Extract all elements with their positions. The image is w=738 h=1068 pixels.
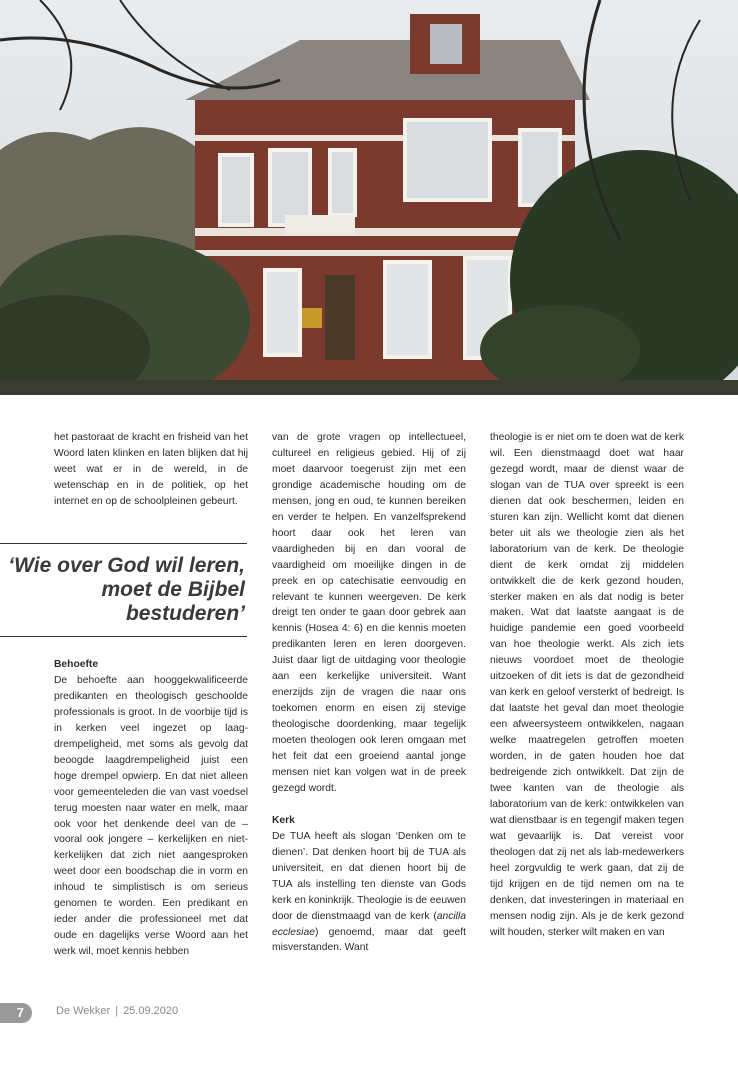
section-heading: Kerk xyxy=(272,814,295,826)
paragraph xyxy=(272,829,466,957)
paragraph: het pastoraat de kracht en frisheid van het Woord laten klinken en laten blijken dat hij weet wat er in de wereld, in de wetenschap en in de politiek, op het internet en op de schoolpleinen gebeurt. xyxy=(54,432,248,507)
page-number: 7 xyxy=(0,1003,32,1023)
publication-name: De Wekker xyxy=(56,1005,111,1017)
paragraph-text: De TUA heeft als slogan ‘Denken om te dienen’. Dat denken hoort bij de TUA als universiteit, en dat dienen hoort bij de TUA als instelling ten dienste van Gods kerk en koninkrijk. Theologie is de eeuwen door de dienstmaagd van de kerk ( xyxy=(272,830,466,922)
paragraph-text: ) genoemd, maar dat geeft misverstanden. Want xyxy=(272,926,466,954)
paragraph: van de grote vragen op intellectueel, cultureel en religieus gebied. Hij of zij moet daarvoor toegerust zijn met een grondige academische houding om de mensen, jong en oud, te kunnen bereiken en verder te helpen. En vanzelfsprekend hoort daar ook het leren van vaardigheden bij en dan vooral de vaardigheid om moeilijke dingen in de preek en op catechisatie eenvoudig en relevant te kunnen weergeven. De kerk dreigt ten onder te gaan door gebrek aan kennis (Hosea 4: 6) en die kennis moeten predikanten leren en leren doorgeven. Juist daar ligt de uitdaging voor theologie aan een kerkelijke universiteit. Want enerzijds zijn de vragen die naar ons toekomen enorm en eisen zij stevige theologische doordenking, maar tegelijk moeten theologen ook leren omgaan met het feit dat een groeiend aantal jonge mensen niet kan volgen wat in de preek gezegd wordt. xyxy=(272,432,466,794)
publication-date: 25.09.2020 xyxy=(123,1005,179,1017)
column-3 xyxy=(490,430,684,941)
paragraph: De behoefte aan hooggekwalificeerde predikanten en theologisch geschoolde professionals is groot. In de voorbije tijd is in kerken veel ingezet op laag-drempeligheid, met soms als gevolg dat beoogde laagdrempeligheid juist een hoge drempel opwierp. En dat niet alleen voor gemeenteleden die van vast voedsel terug moesten naar water en melk, maar ook voor het denkende deel van de – vooral ook jongere – kerkelijken en niet-kerkelijken dat zich niet aangesproken weet door een boodschap die in vorm en inhoud te simplistisch is om serieus genomen te worden. Een predikant en ieder ander die professioneel met dat oude en dagelijks verse Woord aan het werk wil, moet kennis hebben xyxy=(54,674,248,958)
footer xyxy=(56,1005,178,1017)
pull-quote-text: ‘Wie over God wil leren, moet de Bijbel bestuderen’ xyxy=(8,554,245,625)
column-1-lower xyxy=(54,657,248,960)
latin-term: ancilla ecclesiae xyxy=(272,910,466,938)
building-photo xyxy=(0,0,738,395)
column-2 xyxy=(272,430,466,956)
paragraph: theologie is er niet om te doen wat de kerk wil. Een dienstmaagd doet wat haar gezegd wordt, maar de dienst waar de slogan van de TUA over spreekt is een dienen dat ook beschermen, leiden en sturen kan zijn. Wellicht komt dat dienen beter uit als we theologie zien als het laboratorium van de kerk. De theologie dient de kerk omdat zij middelen ontwikkelt die de kerk gezond houden, sterker maken en als dat nodig is beter maken. Wat dat laatste aangaat is de huidige pandemie een goed voorbeeld van hoe theologie werkt. Als zich iets nieuws voordoet moet de theologie uitzoeken of dit iets is dat de gezondheid van kerk en geloof versterkt of bedreigt. Is dat laatste het geval dan moet theologie een afweersysteem ontwikkelen, nagaan welke maatregelen getroffen moeten worden, in de gaten houden hoe dat bedreigende zich ontwikkelt. Dat zijn de twee kanten van de theologie als laboratorium van de kerk: ontwikkelen van wat dienstbaar is en tegengif maken tegen wat gevaarlijk is. Dat vereist voor theologen dat zij net als lab-medewerkers heel zorgvuldig te werk gaan, dat zij de tijd krijgen en de tijd nemen om na te denken, dat investeringen in materiaal en mensen nodig zijn. Als je de kerk gezond wilt houden, sterker wilt maken en van xyxy=(490,432,684,938)
column-1 xyxy=(54,430,248,510)
pull-quote xyxy=(0,543,247,637)
section-heading: Behoefte xyxy=(54,659,99,670)
footer-separator: | xyxy=(115,1005,119,1017)
